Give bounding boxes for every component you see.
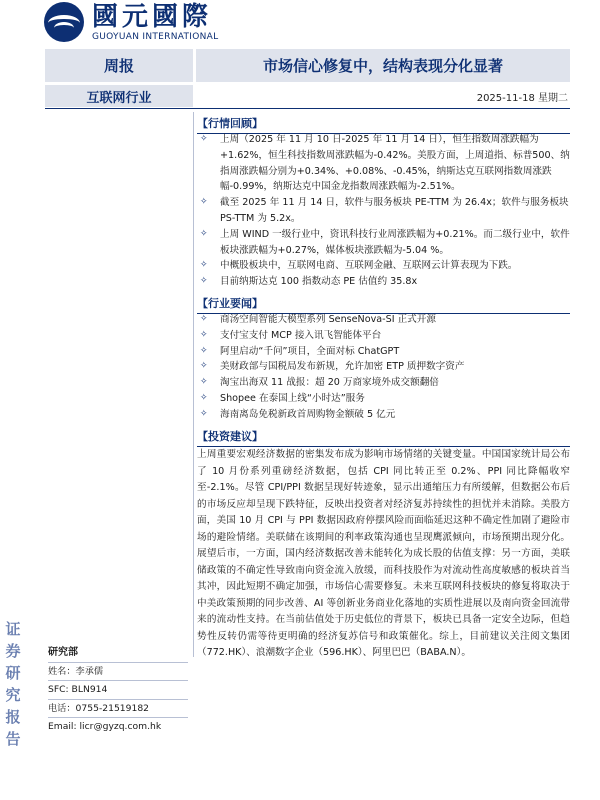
list-item: ✧ 支付宝支付 MCP 接入讯飞智能体平台	[198, 328, 570, 344]
market-review-list	[198, 132, 570, 290]
diamond-bullet-icon: ✧	[200, 361, 208, 372]
diamond-bullet-icon: ✧	[200, 260, 208, 271]
dept-label: 研究部	[48, 647, 78, 658]
diamond-bullet-icon: ✧	[200, 408, 208, 419]
list-item: ✧ 目前纳斯达克 100 指数动态 PE 估值约 35.8x	[198, 274, 570, 290]
list-item: ✧ 商汤空间智能大模型系列 SenseNova-SI 正式开源	[198, 312, 570, 328]
brand-name-en: GUOYUAN INTERNATIONAL	[92, 32, 219, 42]
diamond-bullet-icon: ✧	[200, 197, 208, 208]
sub-band	[45, 85, 570, 107]
title-band	[45, 49, 570, 82]
diamond-bullet-icon: ✧	[200, 392, 208, 403]
column-divider	[193, 112, 194, 657]
list-item: ✧ Shopee 在泰国上线“小时达”服务	[198, 391, 570, 407]
list-item: ✧ 淘宝出海双 11 战报：超 20 万商家境外成交额翻倍	[198, 375, 570, 391]
report-type: 周报	[103, 57, 134, 75]
list-item: ✧ 上周（2025 年 11 月 10 日-2025 年 11 月 14 日），恒生指数周涨跌幅为+1.62%，恒生科技指数周涨跌幅为-0.42%。美股方面，上周道指、标普500、纳指周涨跌幅分别为+0.34%、+0.08%、-0.45%，纳斯达克互联网指数周涨跌幅-0.99%，纳斯达克中国金龙指数周涨跌幅为-2.51%。	[200, 134, 570, 193]
list-item: ✧ 海南离岛免税新政首周购物金额破 5 亿元	[198, 407, 570, 423]
industry-news-list	[198, 312, 570, 423]
contact-rule	[48, 662, 188, 663]
investment-heading: 【投资建议】	[197, 428, 263, 444]
diamond-bullet-icon: ✧	[200, 228, 208, 239]
side-label: 证券研究报告	[5, 620, 21, 748]
list-item: ✧ 阿里启动“千问”项目，全面对标 ChatGPT	[198, 344, 570, 360]
diamond-bullet-icon: ✧	[200, 276, 208, 287]
analyst-name: 姓名：李承儒	[48, 665, 104, 677]
contact-rule	[48, 717, 188, 718]
header-rule	[45, 108, 570, 109]
diamond-bullet-icon: ✧	[200, 314, 208, 324]
list-item: ✧ 中概股板块中，互联网电商、互联网金融、互联网云计算表现为下跌。	[198, 258, 570, 274]
list-item: ✧ 截至 2025 年 11 月 14 日，软件与服务板块 PE-TTM 为 26.4x；软件与服务板块 PS-TTM 为 5.2x。	[200, 197, 569, 224]
analyst-email[interactable]: Email: licr@gyzq.com.hk	[48, 721, 162, 732]
diamond-bullet-icon: ✧	[200, 377, 208, 388]
contact-rule	[48, 680, 188, 681]
industry-news-heading: 【行业要闻】	[197, 295, 263, 311]
brand-name-cn: 國元國際	[92, 2, 213, 32]
analyst-sfc: SFC: BLN914	[48, 684, 108, 695]
contact-rule	[48, 699, 188, 700]
investment-paragraph: 上周重要宏观经济数据的密集发布成为影响市场情绪的关键变量。中国国家统计局公布了 10 月份系列重磅经济数据，包括 CPI 同比转正至 0.2%、PPI 同比降幅收窄至-2.1%。尽管 CPI/PPI 数据呈现好转迹象，显示出通缩压力有所缓解，但数据公布后的市场反应却呈现下跌特征，反映出投资者对经济复苏持续性的担忧并未消除。美股方面，美国 10 月 CPI 与 PPI 数据因政府停摆风险而面临延迟这种不确定性加剧了避险市场的避险情绪。美联储在该期间的利率政策沟通也呈现鹰派倾向，市场预期出现分化。展望后市，一方面，国内经济数据改善未能转化为成长股的估值支撑：另一方面，美联储政策的不确定性导致南向资金流入放缓，而科技股作为对流动性高度敏感的板块首当其冲，因此短期不确定加强，市场信心需要修复。未来互联网科技板块的修复将取决于中美政策预期的同步改善、AI 等创新业务商业化落地的实质性进展以及南向资金回流带来的流动性支持。在当前估值处于历史低位的背景下，板块已具备一定安全边际，但趋势性反转仍需等待更明确的经济复苏信号和政策催化。综上，目前建议关注阅文集团（772.HK）、浪潮数字企业（596.HK）、阿里巴巴（BABA.N）。	[197, 449, 570, 658]
logo-icon	[44, 2, 84, 42]
brand-logo	[44, 2, 218, 42]
diamond-bullet-icon: ✧	[200, 329, 208, 340]
report-date: 2025-11-18 星期二	[476, 93, 568, 104]
list-item: ✧ 美财政部与国税局发布新规，允许加密 ETP 质押数字资产	[198, 359, 570, 375]
market-review-heading: 【行情回顾】	[197, 115, 263, 131]
analyst-contact	[48, 644, 161, 737]
report-headline: 市场信心修复中，结构表现分化显著	[262, 57, 503, 75]
sector-label: 互联网行业	[45, 85, 193, 107]
analyst-phone: 电话：0755-21519182	[48, 702, 150, 714]
list-item: ✧ 上周 WIND 一级行业中，资讯科技行业周涨跌幅为+0.21%。而二级行业中，软件板块涨跌幅为+0.27%，媒体板块涨跌幅为-5.04 %。	[200, 228, 570, 256]
diamond-bullet-icon: ✧	[200, 345, 208, 356]
diamond-bullet-icon: ✧	[200, 134, 208, 144]
